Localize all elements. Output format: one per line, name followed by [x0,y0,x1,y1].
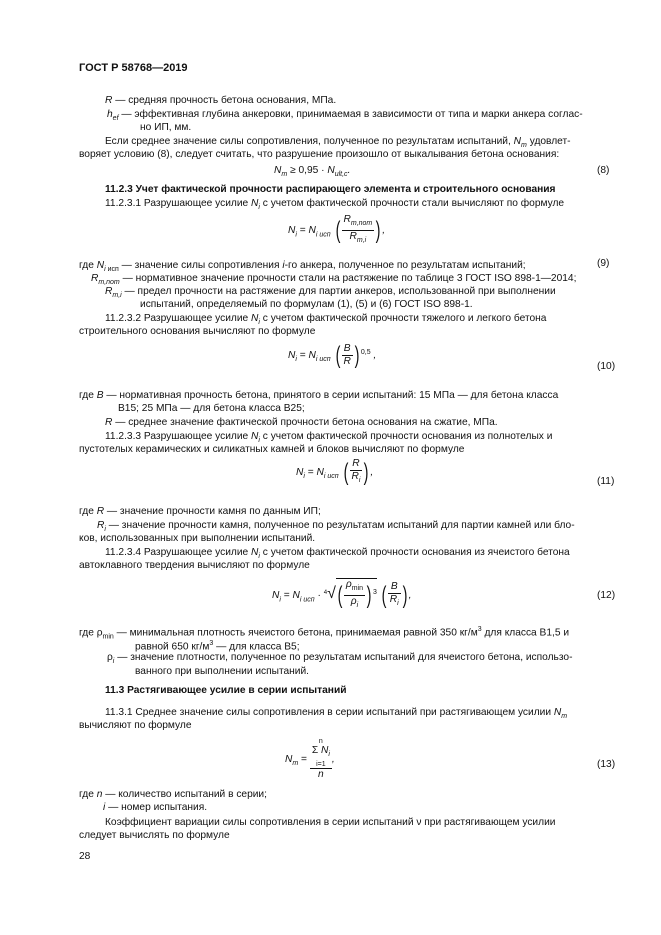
para-11-3-1-cont: вычисляют по формуле [79,720,192,731]
formula-10: $N_i = N_{i исп}$ ( $\frac{B}{R}$ ) $^{0,5}$ , [288,341,377,369]
para-11-2-3-3: 11.2.3.3 Разрушающее усилие $N_i$ с учетом фактической прочности основания из полнотелых и [105,431,553,445]
section-11-2-3-heading: 11.2.3 Учет фактической прочности распирающего элемента и строительного основания [105,184,556,195]
para-11-2-3-2-cont: строительного основания вычисляют по формуле [79,326,316,337]
eq-number-12: (12) [597,590,616,601]
def-rho-min-cont: равной 650 $кг/м^3$ — для класса B5; [135,640,300,653]
para-11-3-1: 11.3.1 Среднее значение силы сопротивления в серии испытаний при растягивающем усилии $N_m$ [105,707,568,721]
formula-9: $N_i = N_{i исп}$ ( $\frac{R_{m,nom}}{R_{m,i}}$ ) , [288,214,386,245]
para-if-mean-cont: воряет условию (8), следует считать, что разрушение произошло от выкалывания бетона основания: [79,149,560,160]
def-hef-cont: но ИП, мм. [140,122,192,133]
def-R-mean: R — среднее значение фактической прочности бетона основания на сжатие, МПа. [105,417,498,428]
para-11-2-3-1: 11.2.3.1 Разрушающее усилие $N_i$ с учетом фактической прочности стали вычисляют по формуле [105,198,565,212]
eq-number-9: (9) [597,258,610,269]
def-Ri-stone: $R_i$ — значение прочности камня, полученное по результатам испытаний для партии камней или бло- [97,520,575,534]
formula-11: $N_i = N_{i исп}$ ( $\frac{R}{R_i}$ ) , [296,458,374,486]
def-Rm-i-cont: испытаний, определяемый по формулам (1), (5) и (6) ГОСТ ISO 898-1. [140,299,473,310]
def-Ni-isp: где $N_{i исп}$ — значение силы сопротивления i-го анкера, полученное по результатам испытаний; [79,260,526,274]
eq-number-13: (13) [597,759,616,770]
def-R-stone: где R — значение прочности камня по данным ИП; [79,506,321,517]
para-variation-cont: следует вычислять по формуле [79,830,230,841]
def-Ri-stone-cont: ков, использованных при выполнении испытаний. [79,533,316,544]
page-number: 28 [79,851,91,862]
para-11-2-3-4-cont: автоклавного твердения вычисляют по формуле [79,560,310,571]
formula-8: $N_m \ge 0,95 \cdot N_{ult,c}$. [274,165,351,179]
def-i: i — номер испытания. [103,802,208,813]
formula-13: $N_m$ = n Σ $N_i$ i=1 n , [285,738,335,781]
def-Rm-nom: $R_{m,nom}$ — нормативное значение прочности стали на растяжение по таблице 3 ГОСТ ISO 898-1—2014; [91,273,577,287]
para-if-mean: Если среднее значение силы сопротивления, полученное по результатам испытаний, $N_m$ удовлет- [105,136,571,150]
para-variation: Коэффициент вариации силы сопротивления в серии испытаний ν при растягивающем усилии [105,817,556,828]
def-B: где B — нормативная прочность бетона, принятого в серии испытаний: 15 МПа — для бетона класса [79,390,559,401]
eq-number-10: (10) [597,361,616,372]
def-B-cont: B15; 25 МПа — для бетона класса B25; [118,403,305,414]
para-11-2-3-4: 11.2.3.4 Разрушающее усилие $N_i$ с учетом фактической прочности основания из ячеистого бетона [105,547,570,561]
def-rho-i: $\rho_i$ — значение плотности, полученное по результатам испытаний для ячеистого бетона, использо- [107,652,573,666]
page-header: ГОСТ Р 58768—2019 [79,62,188,74]
section-11-3-heading: 11.3 Растягивающее усилие в серии испытаний [105,685,347,696]
para-11-2-3-2: 11.2.3.2 Разрушающее усилие $N_i$ с учетом фактической прочности тяжелого и легкого бетона [105,313,547,327]
def-rho-i-cont: ванного при выполнении испытаний. [135,666,310,677]
eq-number-8: (8) [597,165,610,176]
def-rho-min: где $\rho_{min}$ — минимальная плотность ячеистого бетона, принимаемая равной 350 $кг/м^3$ для класса B1,5 и [79,626,570,641]
formula-12: $N_i = N_{i исп} \cdot ^4√$( $\frac{\rho_{min}}{\rho_i}$ ) $^3$ ( $\frac{B}{R_i}$ ) , [272,578,412,612]
def-R: R — средняя прочность бетона основания, МПа. [105,95,337,106]
def-Rm-i: $R_{m,i}$ — предел прочности на растяжение для партии анкеров, использованной при выполнении [105,286,556,300]
def-hef: $h_{ef}$ — эффективная глубина анкеровки, принимаемая в зависимости от типа и марки анкера соглас- [107,109,583,123]
def-n: где n — количество испытаний в серии; [79,789,267,800]
para-11-2-3-3-cont: пустотелых керамических и силикатных камней и блоков вычисляют по формуле [79,444,465,455]
eq-number-11: (11) [597,476,615,487]
